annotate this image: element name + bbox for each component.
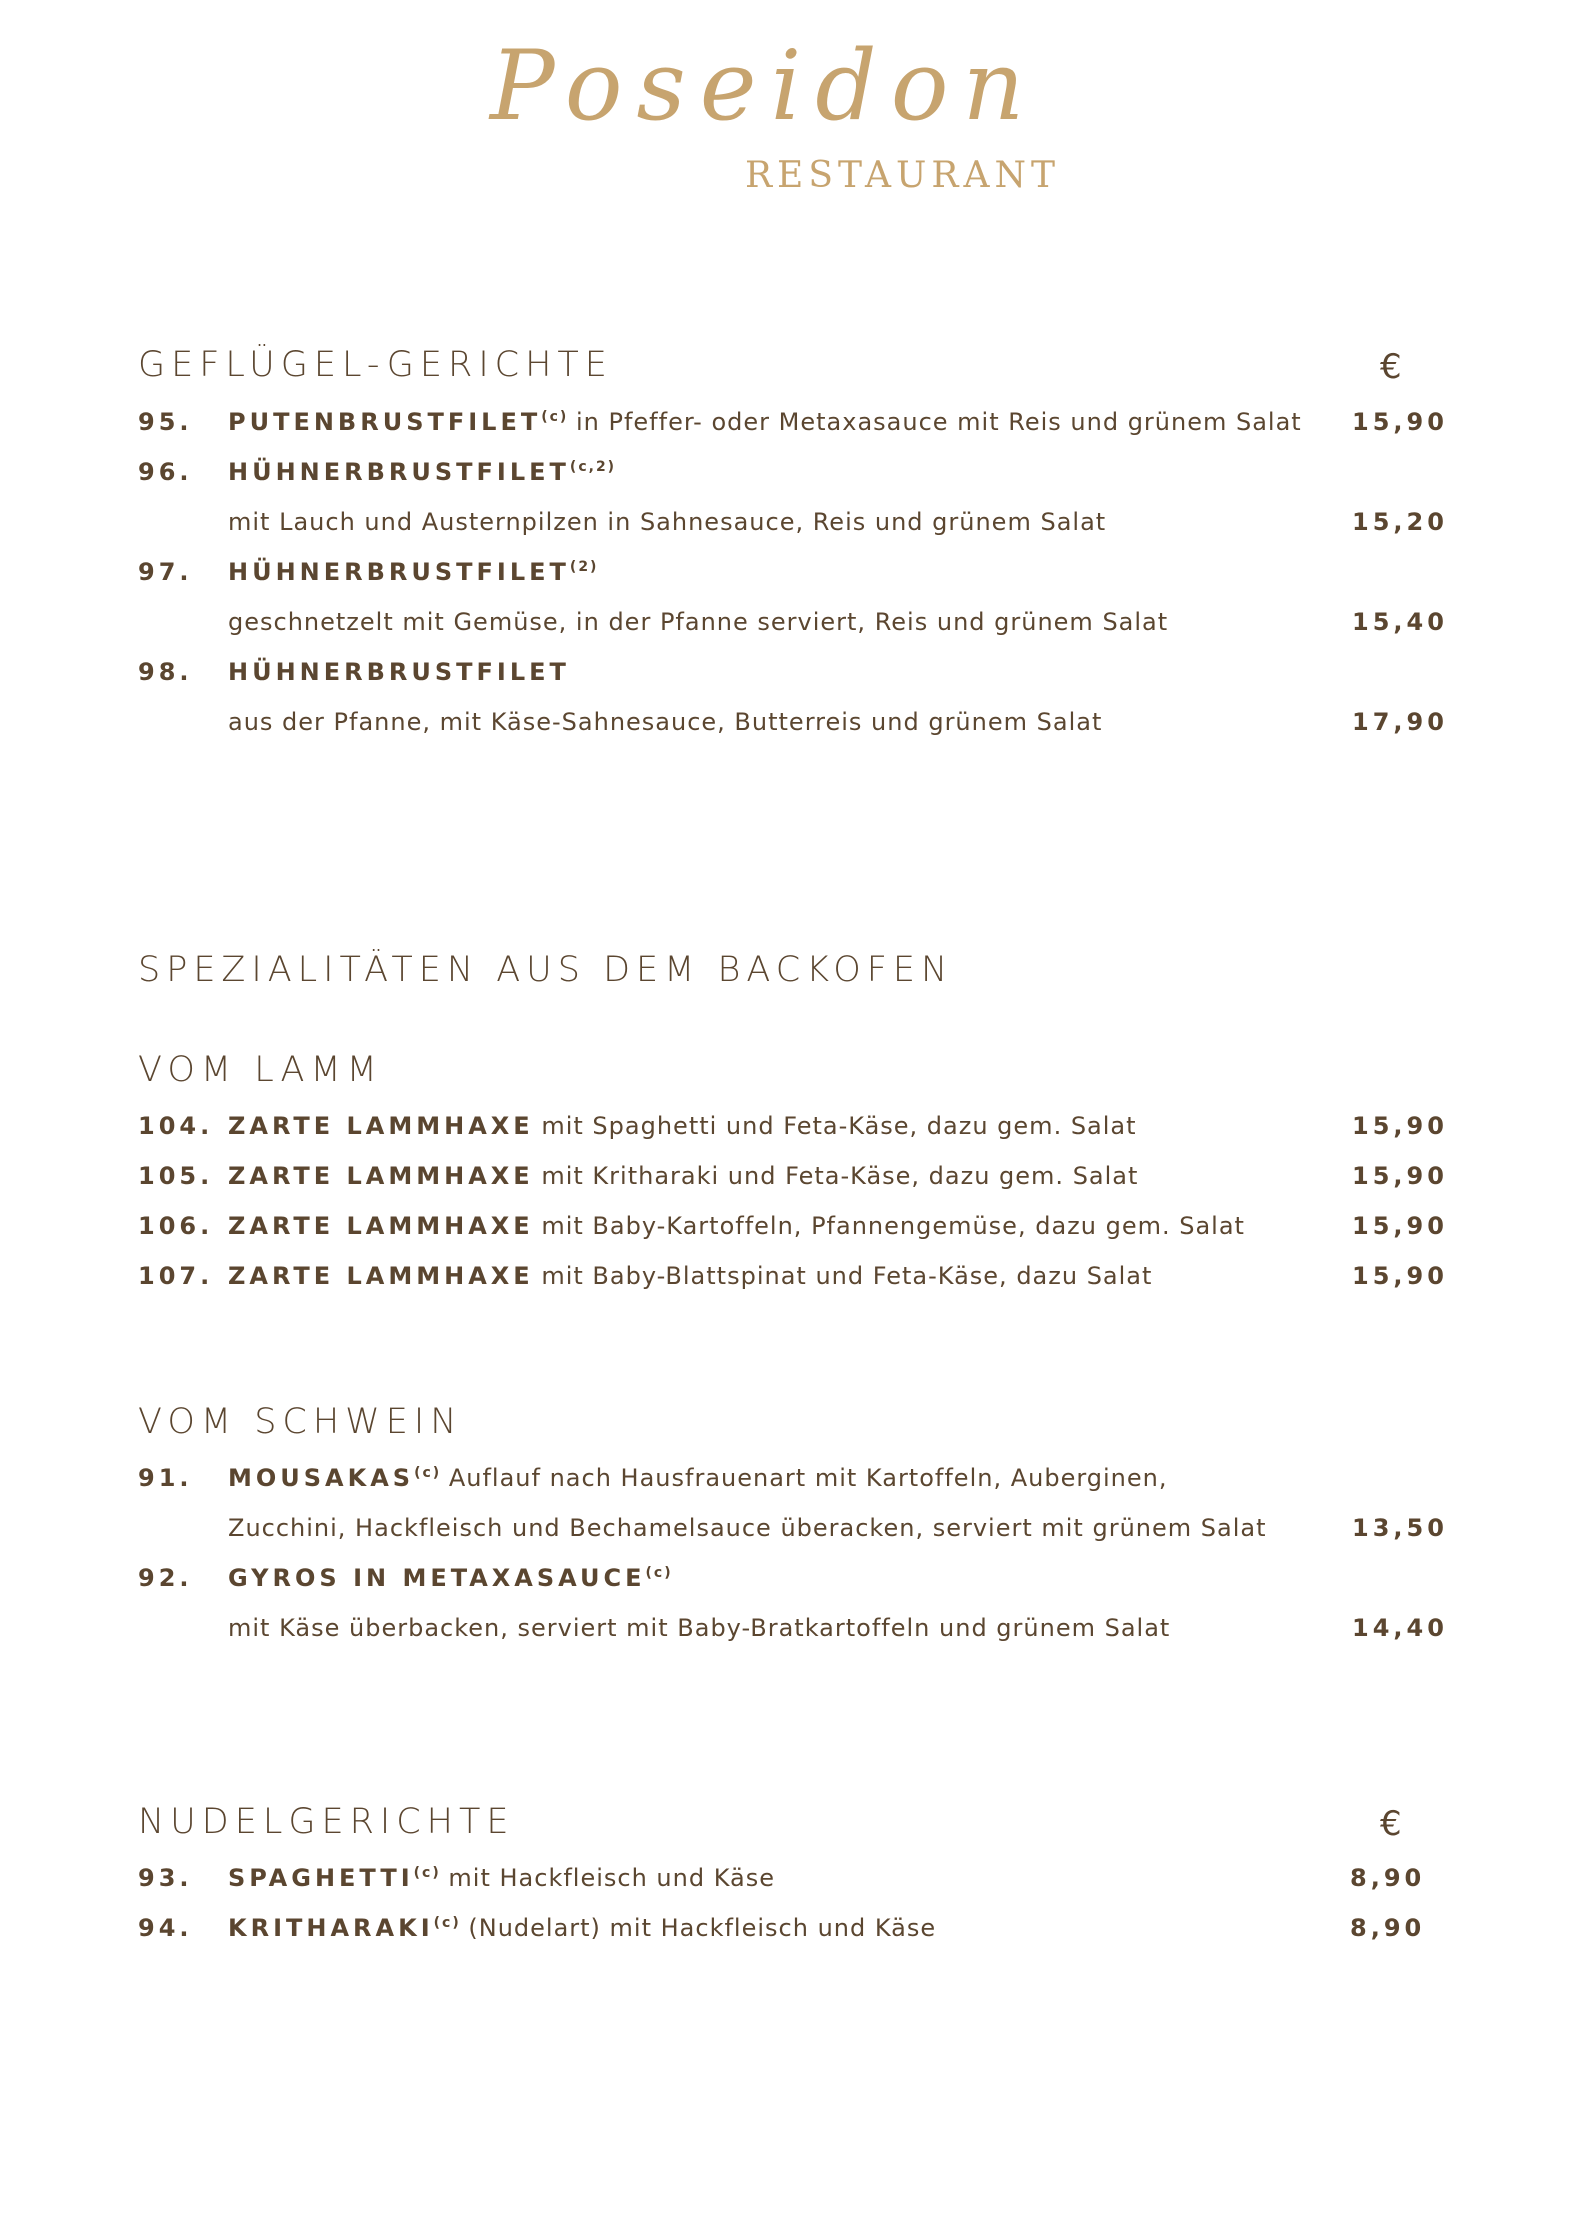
menu-item <box>0 658 1571 708</box>
item-description: mit Baby-Kartoffeln, Pfannengemüse, dazu gem. Salat <box>541 1212 1245 1240</box>
item-allergen-note: (c) <box>413 1865 441 1881</box>
item-description: mit Spaghetti und Feta-Käse, dazu gem. Salat <box>541 1112 1137 1140</box>
currency-symbol: € <box>1380 347 1402 387</box>
item-number: 98. <box>138 658 193 686</box>
item-price: 15,90 <box>1352 1162 1448 1190</box>
item-name: MOUSAKAS <box>228 1464 415 1492</box>
section-title-lamb: VOM LAMM <box>138 1050 383 1090</box>
item-description: Auflauf nach Hausfrauenart mit Kartoffeln, Auberginen, <box>448 1464 1168 1492</box>
menu-item <box>0 1464 1571 1514</box>
item-allergen-note: (c) <box>433 1915 461 1931</box>
restaurant-logo <box>480 30 1060 200</box>
item-name: GYROS IN METAXASAUCE <box>228 1564 646 1592</box>
item-description: aus der Pfanne, mit Käse-Sahnesauce, Butterreis und grünem Salat <box>228 708 1103 736</box>
logo-subtitle: RESTAURANT <box>744 155 1060 196</box>
item-description: Zucchini, Hackfleisch und Bechamelsauce überacken, serviert mit grünem Salat <box>228 1514 1267 1542</box>
item-name: KRITHARAKI <box>228 1914 434 1942</box>
item-name: ZARTE LAMMHAXE <box>228 1162 534 1190</box>
item-number: 94. <box>138 1914 193 1942</box>
item-number: 104. <box>138 1112 214 1140</box>
item-number: 96. <box>138 458 193 486</box>
menu-item-detail <box>0 1614 1571 1664</box>
item-allergen-note: (c) <box>645 1565 673 1581</box>
item-description: mit Hackfleisch und Käse <box>448 1864 776 1892</box>
menu-item <box>0 408 1571 458</box>
item-price: 15,90 <box>1352 1212 1448 1240</box>
item-name: ZARTE LAMMHAXE <box>228 1112 534 1140</box>
item-description: in Pfeffer- oder Metaxasauce mit Reis und grünem Salat <box>575 408 1302 436</box>
menu-item <box>0 1262 1571 1312</box>
item-number: 92. <box>138 1564 193 1592</box>
item-price: 8,90 <box>1350 1864 1426 1892</box>
item-price: 15,90 <box>1352 408 1448 436</box>
item-description: mit Käse überbacken, serviert mit Baby-Bratkartoffeln und grünem Salat <box>228 1614 1171 1642</box>
item-name: HÜHNERBRUSTFILET <box>228 558 570 586</box>
item-price: 15,20 <box>1352 508 1448 536</box>
item-description: mit Lauch und Austernpilzen in Sahnesauce, Reis und grünem Salat <box>228 508 1107 536</box>
item-description: geschnetzelt mit Gemüse, in der Pfanne serviert, Reis und grünem Salat <box>228 608 1169 636</box>
item-number: 97. <box>138 558 193 586</box>
menu-item <box>0 1112 1571 1162</box>
item-price: 15,90 <box>1352 1262 1448 1290</box>
item-name: SPAGHETTI <box>228 1864 414 1892</box>
menu-item <box>0 1162 1571 1212</box>
item-name: HÜHNERBRUSTFILET <box>228 658 570 686</box>
menu-item <box>0 1864 1571 1914</box>
item-name: ZARTE LAMMHAXE <box>228 1262 534 1290</box>
item-number: 107. <box>138 1262 214 1290</box>
menu-item-detail <box>0 1514 1571 1564</box>
item-price: 14,40 <box>1352 1614 1448 1642</box>
item-allergen-note: (c) <box>541 409 569 425</box>
item-number: 105. <box>138 1162 214 1190</box>
item-number: 95. <box>138 408 193 436</box>
section-title-pork: VOM SCHWEIN <box>138 1402 463 1442</box>
menu-item <box>0 1212 1571 1262</box>
logo-script-text: Poseidon <box>490 30 1039 142</box>
menu-item <box>0 458 1571 508</box>
menu-item <box>0 1564 1571 1614</box>
item-allergen-note: (2) <box>569 559 599 575</box>
item-name: HÜHNERBRUSTFILET <box>228 458 570 486</box>
currency-symbol: € <box>1380 1804 1402 1844</box>
item-description: mit Kritharaki und Feta-Käse, dazu gem. Salat <box>541 1162 1139 1190</box>
item-price: 15,40 <box>1352 608 1448 636</box>
menu-item <box>0 1914 1571 1964</box>
item-description: (Nudelart) mit Hackfleisch und Käse <box>468 1914 937 1942</box>
menu-item-detail <box>0 608 1571 658</box>
section-title-pasta: NUDELGERICHTE <box>138 1802 515 1842</box>
item-number: 91. <box>138 1464 193 1492</box>
item-price: 8,90 <box>1350 1914 1426 1942</box>
menu-item-detail <box>0 708 1571 758</box>
menu-item-detail <box>0 508 1571 558</box>
item-description: mit Baby-Blattspinat und Feta-Käse, dazu Salat <box>541 1262 1153 1290</box>
item-price: 17,90 <box>1352 708 1448 736</box>
item-number: 93. <box>138 1864 193 1892</box>
item-number: 106. <box>138 1212 214 1240</box>
item-price: 13,50 <box>1352 1514 1448 1542</box>
section-title-oven-specialties: SPEZIALITÄTEN AUS DEM BACKOFEN <box>138 950 954 990</box>
item-allergen-note: (c,2) <box>569 459 617 475</box>
item-name: PUTENBRUSTFILET <box>228 408 542 436</box>
item-name: ZARTE LAMMHAXE <box>228 1212 534 1240</box>
item-price: 15,90 <box>1352 1112 1448 1140</box>
section-title-poultry: GEFLÜGEL-GERICHTE <box>138 345 613 385</box>
item-allergen-note: (c) <box>414 1465 442 1481</box>
menu-item <box>0 558 1571 608</box>
